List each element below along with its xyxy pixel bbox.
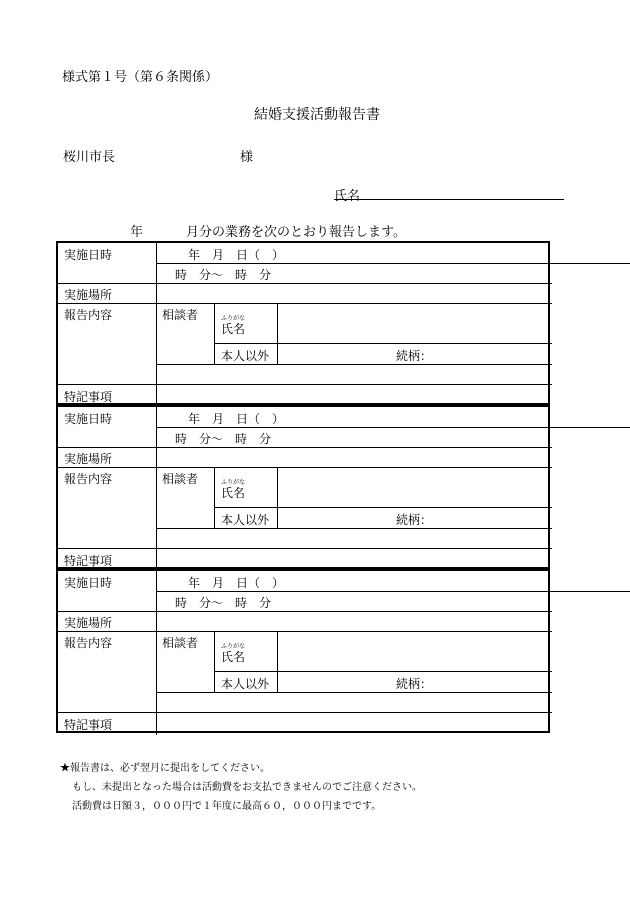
content-label: 報告内容 <box>64 472 113 486</box>
reporter-name-field[interactable] <box>334 199 564 200</box>
reporter-name-label: 氏名 <box>334 189 361 204</box>
relation-label: 続柄： <box>396 513 433 527</box>
remarks-label: 特記事項 <box>64 554 113 568</box>
consultant-name-field[interactable] <box>278 632 551 670</box>
form-number: 様式第１号（第６条関係） <box>62 70 219 85</box>
report-block <box>56 405 550 569</box>
date-field[interactable]: 年 月 日（ ） <box>188 576 285 590</box>
place-field[interactable] <box>157 448 551 466</box>
place-label: 実施場所 <box>64 452 113 466</box>
page-title: 結婚支援活動報告書 <box>254 107 380 123</box>
remarks-field[interactable] <box>157 713 551 732</box>
other-person-label: 本人以外 <box>221 677 270 691</box>
furigana-label: ふりがな <box>221 479 246 486</box>
consultant-name-field[interactable] <box>278 304 551 342</box>
content-detail-field[interactable] <box>157 365 551 383</box>
note-line: ★報告書は、必ず翌月に提出をしてください。 <box>60 763 270 774</box>
content-detail-field[interactable] <box>157 529 551 547</box>
relation-label: 続柄： <box>396 677 433 691</box>
consultant-name-label: 氏名 <box>221 650 246 664</box>
other-person-label: 本人以外 <box>221 349 270 363</box>
consultant-name-label: 氏名 <box>221 486 246 500</box>
remarks-field[interactable] <box>157 385 551 404</box>
furigana-label: ふりがな <box>221 315 246 322</box>
content-detail-field[interactable] <box>157 693 551 711</box>
date-field[interactable]: 年 月 日（ ） <box>188 248 285 262</box>
place-field[interactable] <box>157 284 551 302</box>
remarks-label: 特記事項 <box>64 390 113 404</box>
addressee-honorific: 様 <box>240 150 254 165</box>
furigana-label: ふりがな <box>221 643 246 650</box>
report-block <box>56 241 550 405</box>
consultant-name-label: 氏名 <box>221 322 246 336</box>
note-line: もし、未提出となった場合は活動費をお支払できませんのでご注意ください。 <box>72 782 422 793</box>
intro-text: 月分の業務を次のとおり報告します。 <box>186 225 406 240</box>
place-field[interactable] <box>157 612 551 630</box>
relation-label: 続柄： <box>396 349 433 363</box>
remarks-field[interactable] <box>157 549 551 568</box>
note-line: 活動費は日額３，０００円で１年度に最高６０，０００円までです。 <box>72 801 382 812</box>
content-label: 報告内容 <box>64 636 113 650</box>
report-block <box>56 569 550 733</box>
place-label: 実施場所 <box>64 616 113 630</box>
intro-year: 年 <box>130 225 144 240</box>
remarks-label: 特記事項 <box>64 718 113 732</box>
notes <box>60 759 422 816</box>
time-field[interactable]: 時 分～ 時 分 <box>175 596 272 610</box>
consultant-label: 相談者 <box>162 308 199 322</box>
date-field[interactable]: 年 月 日（ ） <box>188 412 285 426</box>
other-person-label: 本人以外 <box>221 513 270 527</box>
consultant-label: 相談者 <box>162 472 199 486</box>
addressee: 桜川市長 <box>63 150 116 165</box>
content-label: 報告内容 <box>64 308 113 322</box>
date-label: 実施日時 <box>64 576 113 590</box>
date-label: 実施日時 <box>64 412 113 426</box>
place-label: 実施場所 <box>64 288 113 302</box>
date-label: 実施日時 <box>64 248 113 262</box>
consultant-label: 相談者 <box>162 636 199 650</box>
time-field[interactable]: 時 分～ 時 分 <box>175 268 272 282</box>
consultant-name-field[interactable] <box>278 468 551 506</box>
time-field[interactable]: 時 分～ 時 分 <box>175 432 272 446</box>
